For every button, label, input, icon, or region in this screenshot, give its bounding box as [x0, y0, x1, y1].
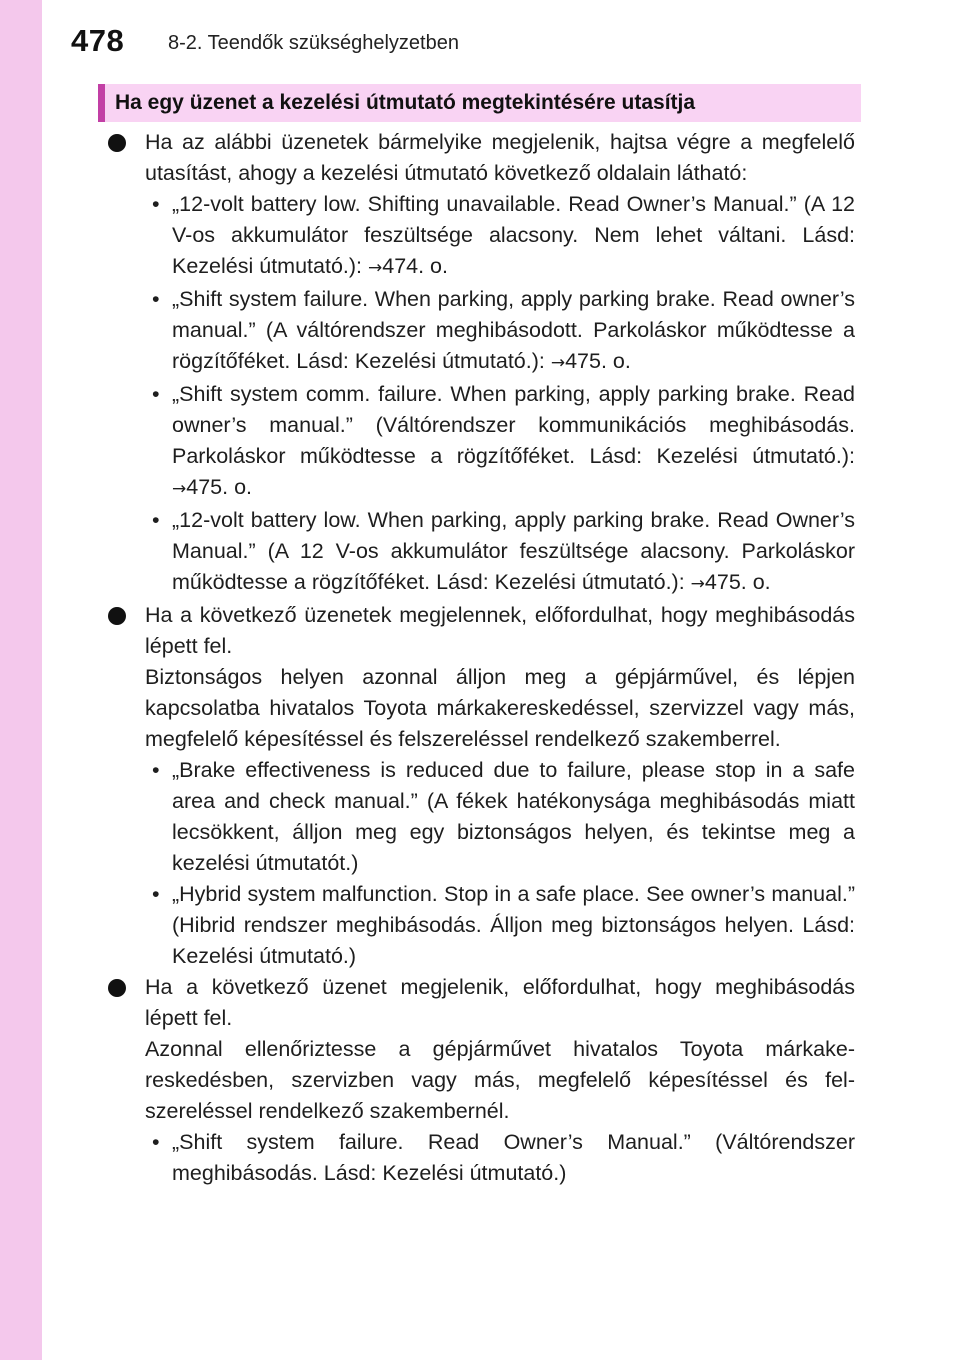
message-text: „12-volt battery low. When parking, apply parking brake. Read Owner’s Manual.” (A 12 V-os akkumulátor feszültsége alacsony. Parkoláskor működtesse a rögzítőféket. Lásd: Kezelési útmutató.): [172, 508, 855, 594]
bullet-glyph: • [152, 382, 160, 406]
page-content [108, 127, 855, 1189]
list-item [145, 505, 855, 600]
message-group-1 [108, 127, 855, 600]
bullet-glyph: • [152, 758, 160, 782]
list-item [145, 755, 855, 879]
message-group-2 [108, 600, 855, 972]
list-item [145, 284, 855, 379]
page-reference: 475. o. [565, 349, 631, 373]
group-intro: Ha az alábbi üzenetek bármelyike megjelenik, hajtsa végre a megfelelő utasítást, ahogy a kezelési útmutató következő oldalain látható: [145, 130, 855, 185]
section-header [98, 84, 861, 122]
message-text: „Shift system failure. Read Owner’s Manual.” (Váltórendszer meghibásodás. Lásd: Kezelési útmutató.) [172, 1130, 855, 1185]
message-list [145, 189, 855, 600]
arrow-icon: → [367, 258, 383, 278]
message-text: „Shift system comm. failure. When parking, apply parking brake. Read owner’s manual.” (Váltórendszer kommunikációs meghibásodás. Parkoláskor működtesse a rögzítőféket. Lásd: Kezelési útmutató.): [172, 382, 855, 468]
arrow-icon: → [172, 479, 187, 499]
group-intro: Ha a következő üzenetek megjelennek, előfordulhat, hogy meghibásodás lépett fel. [145, 603, 855, 658]
bullet-glyph: • [152, 287, 160, 311]
page-side-strip [0, 0, 42, 1360]
list-item [145, 379, 855, 505]
group-instruction: Biztonságos helyen azonnal álljon meg a gépjárművel, és lépjen kapcsolatba hivatalos Toyota márkakereskedéssel, szervizzel vagy más, megfelelő képesítéssel és felszereléssel rendelkező szakemberrel. [145, 665, 855, 751]
message-list [145, 1127, 855, 1189]
message-text: „Brake effectiveness is reduced due to failure, please stop in a safe area and check manual.” (A fékek hatékonysága meghibásodás miatt lecsökkent, álljon meg egy biztonságos helyen, és tekintse meg a kezelési útmutatót.) [172, 758, 855, 875]
message-group-3 [108, 972, 855, 1189]
page-reference: 475. o. [704, 570, 771, 594]
round-bullet-icon [108, 979, 126, 997]
message-text: „Shift system failure. When parking, apply parking brake. Read owner’s manual.” (A váltórendszer meghibásodott. Parkoláskor működtesse a rögzítőféket. Lásd: Kezelési útmutató.): [172, 287, 855, 373]
list-item [145, 879, 855, 972]
section-title: Ha egy üzenet a kezelési útmutató megtekintésére utasítja [115, 91, 696, 114]
round-bullet-icon [108, 134, 126, 152]
message-text: „12-volt battery low. Shifting unavailable. Read Owner’s Manual.” (A 12 V-os akkumulátor feszültsége alacsony. Nem lehet váltani. Lásd: Kezelési útmutató.): [172, 192, 855, 278]
bullet-glyph: • [152, 192, 160, 216]
group-intro: Ha a következő üzenet megjelenik, előfordulhat, hogy meghibásodás lépett fel. [145, 975, 855, 1030]
page-reference: 474. o. [382, 254, 448, 278]
group-instruction: Azonnal ellenőriztesse a gépjárművet hivatalos Toyota márkakereskedésben, szervizben vagy más, megfelelő képesítéssel és felszereléssel rendelkező szakembernél. [145, 1037, 855, 1123]
bullet-glyph: • [152, 508, 160, 532]
arrow-icon: → [690, 574, 705, 594]
page-reference: 475. o. [186, 475, 252, 499]
message-list [145, 755, 855, 972]
message-text: „Hybrid system malfunction. Stop in a safe place. See owner’s manual.” (Hibrid rendszer meghibásodás. Álljon meg biztonságos helyen. Lásd: Kezelési útmutató.) [172, 882, 855, 968]
bullet-glyph: • [152, 1130, 160, 1154]
section-header-accent [98, 84, 105, 122]
list-item [145, 189, 855, 284]
chapter-title: 8-2. Teendők szükséghelyzetben [168, 32, 459, 54]
list-item [145, 1127, 855, 1189]
round-bullet-icon [108, 607, 126, 625]
bullet-glyph: • [152, 882, 160, 906]
arrow-icon: → [550, 353, 566, 373]
page-number: 478 [71, 23, 125, 58]
